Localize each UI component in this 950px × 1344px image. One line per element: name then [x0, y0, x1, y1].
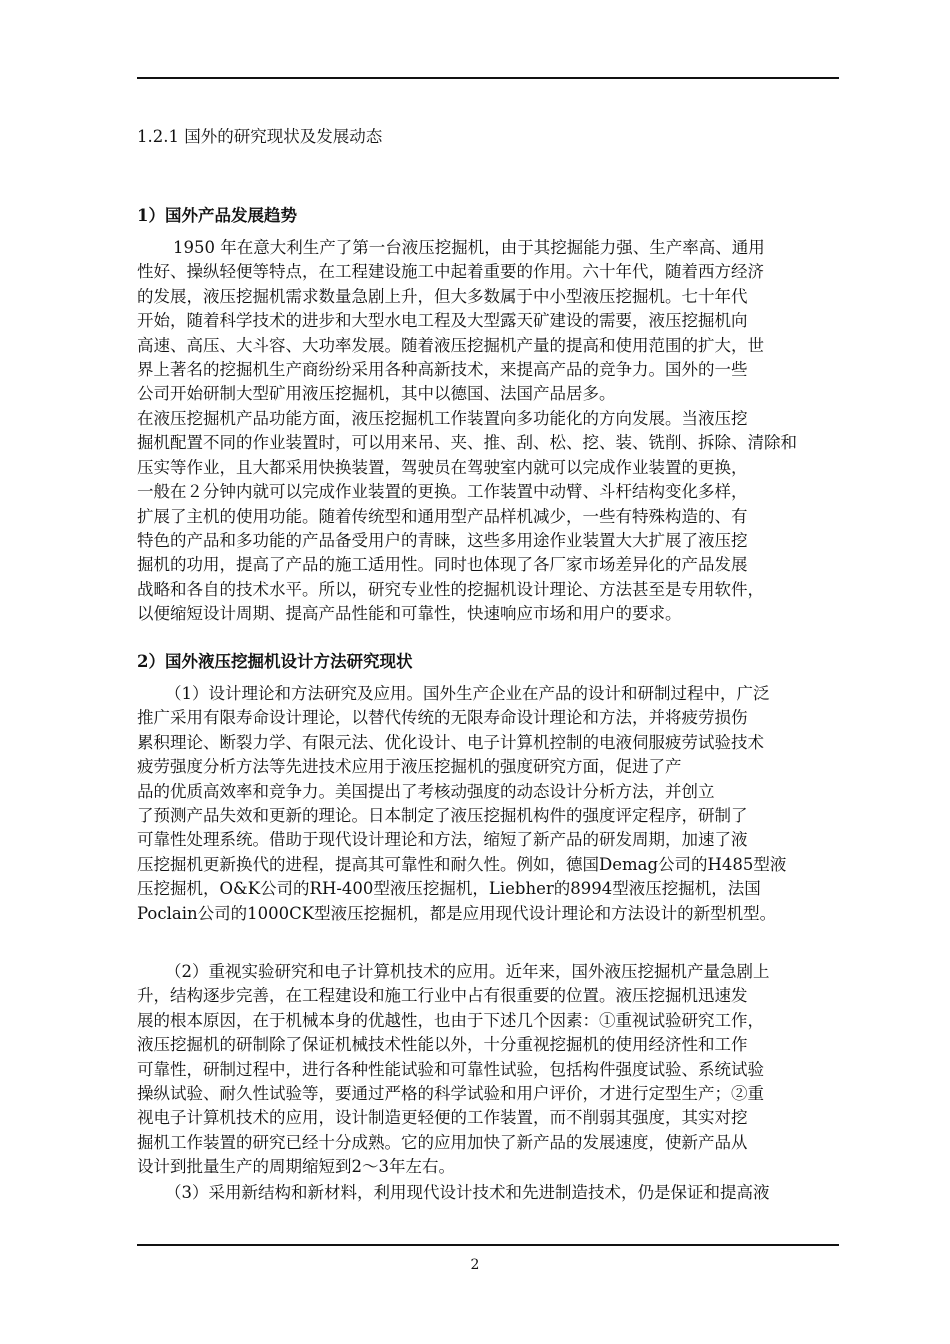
- paragraph-5: [137, 1181, 839, 1205]
- paragraph-line: 战略和各自的技术水平。所以，研究专业性的挖掘机设计理论、方法甚至是专用软件，: [137, 579, 764, 599]
- paragraph-line: （2）重视实验研究和电子计算机技术的应用。近年来，国外液压挖掘机产量急剧上: [165, 962, 770, 981]
- paragraph-line: 1950 年在意大利生产了第一台液压挖掘机，由于其挖掘能力强、生产率高、通用: [173, 238, 765, 257]
- paragraph-line: 压实等作业，且大都采用快换装置，驾驶员在驾驶室内就可以完成作业装置的更换，: [137, 457, 748, 477]
- paragraph-line: 特色的产品和多功能的产品备受用户的青睐，这些多用途作业装置大大扩展了液压挖: [137, 530, 748, 550]
- paragraph-line: 压挖掘机，O&K公司的RH-400型液压挖掘机，Liebher的8994型液压挖掘机，法国: [137, 879, 761, 899]
- section-heading: 1.2.1 国外的研究现状及发展动态: [137, 127, 383, 146]
- paragraph-line: 可靠性，研制过程中，进行各种性能试验和可靠性试验，包括构件强度试验、系统试验: [137, 1059, 764, 1079]
- paragraph-line: 升，结构逐步完善，在工程建设和施工行业中占有很重要的位置。液压挖掘机迅速发: [137, 986, 748, 1006]
- paragraph-line: 操纵试验、耐久性试验等，要通过严格的科学试验和用户评价，才进行定型生产；②重: [137, 1083, 764, 1103]
- footer-rule: [137, 1244, 839, 1246]
- paragraph-1: [137, 236, 839, 407]
- paragraph-line: 的发展，液压挖掘机需求数量急剧上升，但大多数属于中小型液压挖掘机。七十年代: [137, 286, 748, 306]
- paragraph-line: 品的优质高效率和竞争力。美国提出了考核动强度的动态设计分析方法，并创立: [137, 781, 715, 801]
- paragraph-line: （3）采用新结构和新材料，利用现代设计技术和先进制造技术，仍是保证和提高液: [165, 1183, 770, 1202]
- paragraph-line: 一般在２分钟内就可以完成作业装置的更换。工作装置中动臂、斗杆结构变化多样，: [137, 482, 748, 502]
- paragraph-line: 在液压挖掘机产品功能方面，液压挖掘机工作装置向多功能化的方向发展。当液压挖: [137, 409, 748, 428]
- paragraph-line: 界上著名的挖掘机生产商纷纷采用各种高新技术，来提高产品的竞争力。国外的一些: [137, 359, 748, 379]
- paragraph-line: 了预测产品失效和更新的理论。日本制定了液压挖掘机构件的强度评定程序，研制了: [137, 805, 748, 825]
- paragraph-2: [137, 407, 839, 627]
- paragraph-3: [137, 682, 839, 926]
- paragraph-line: 高速、高压、大斗容、大功率发展。随着液压挖掘机产量的提高和使用范围的扩大，世: [137, 335, 764, 355]
- page-number: 2: [470, 1257, 480, 1273]
- paragraph-line: （1）设计理论和方法研究及应用。国外生产企业在产品的设计和研制过程中，广泛: [165, 684, 770, 703]
- paragraph-line: 公司开始研制大型矿用液压挖掘机，其中以德国、法国产品居多。: [137, 384, 616, 404]
- paragraph-line: 开始，随着科学技术的进步和大型水电工程及大型露天矿建设的需要，液压挖掘机向: [137, 311, 748, 331]
- paragraph-line: 推广采用有限寿命设计理论，以替代传统的无限寿命设计理论和方法，并将疲劳损伤: [137, 708, 748, 728]
- subsection-heading-2: 2）国外液压挖掘机设计方法研究现状: [137, 652, 413, 671]
- header-rule: [137, 77, 839, 79]
- paragraph-line: 压挖掘机更新换代的进程，提高其可靠性和耐久性。例如，德国Demag公司的H485型液: [137, 854, 787, 874]
- paragraph-line: 累积理论、断裂力学、有限元法、优化设计、电子计算机控制的电液伺服疲劳试验技术: [137, 732, 764, 752]
- paragraph-line: 液压挖掘机的研制除了保证机械技术性能以外，十分重视挖掘机的使用经济性和工作: [137, 1035, 748, 1055]
- paragraph-line: 掘机的功用，提高了产品的施工适用性。同时也体现了各厂家市场差异化的产品发展: [137, 555, 748, 575]
- paragraph-line: 视电子计算机技术的应用，设计制造更轻便的工作装置，而不削弱其强度，其实对挖: [137, 1108, 748, 1128]
- subsection-heading-1: 1）国外产品发展趋势: [137, 206, 297, 225]
- paragraph-line: 可靠性处理系统。借助于现代设计理论和方法，缩短了新产品的研发周期，加速了液: [137, 830, 748, 850]
- paragraph-line: Poclain公司的1000CK型液压挖掘机，都是应用现代设计理论和方法设计的新型机型。: [137, 903, 777, 923]
- paragraph-line: 掘机配置不同的作业装置时，可以用来吊、夹、推、刮、松、挖、装、铣削、拆除、清除和: [137, 433, 797, 453]
- paragraph-4: [137, 960, 839, 1180]
- paragraph-line: 掘机工作装置的研究已经十分成熟。它的应用加快了新产品的发展速度，使新产品从: [137, 1132, 748, 1152]
- paragraph-line: 性好、操纵轻便等特点，在工程建设施工中起着重要的作用。六十年代，随着西方经济: [137, 262, 764, 282]
- paragraph-line: 展的根本原因，在于机械本身的优越性，也由于下述几个因素：①重视试验研究工作，: [137, 1010, 764, 1030]
- paragraph-line: 疲劳强度分析方法等先进技术应用于液压挖掘机的强度研究方面，促进了产: [137, 757, 682, 777]
- paragraph-line: 扩展了主机的使用功能。随着传统型和通用型产品样机减少，一些有特殊构造的、有: [137, 506, 748, 526]
- paragraph-line: 以便缩短设计周期、提高产品性能和可靠性，快速响应市场和用户的要求。: [137, 604, 682, 624]
- paragraph-line: 设计到批量生产的周期缩短到2～3年左右。: [137, 1157, 455, 1177]
